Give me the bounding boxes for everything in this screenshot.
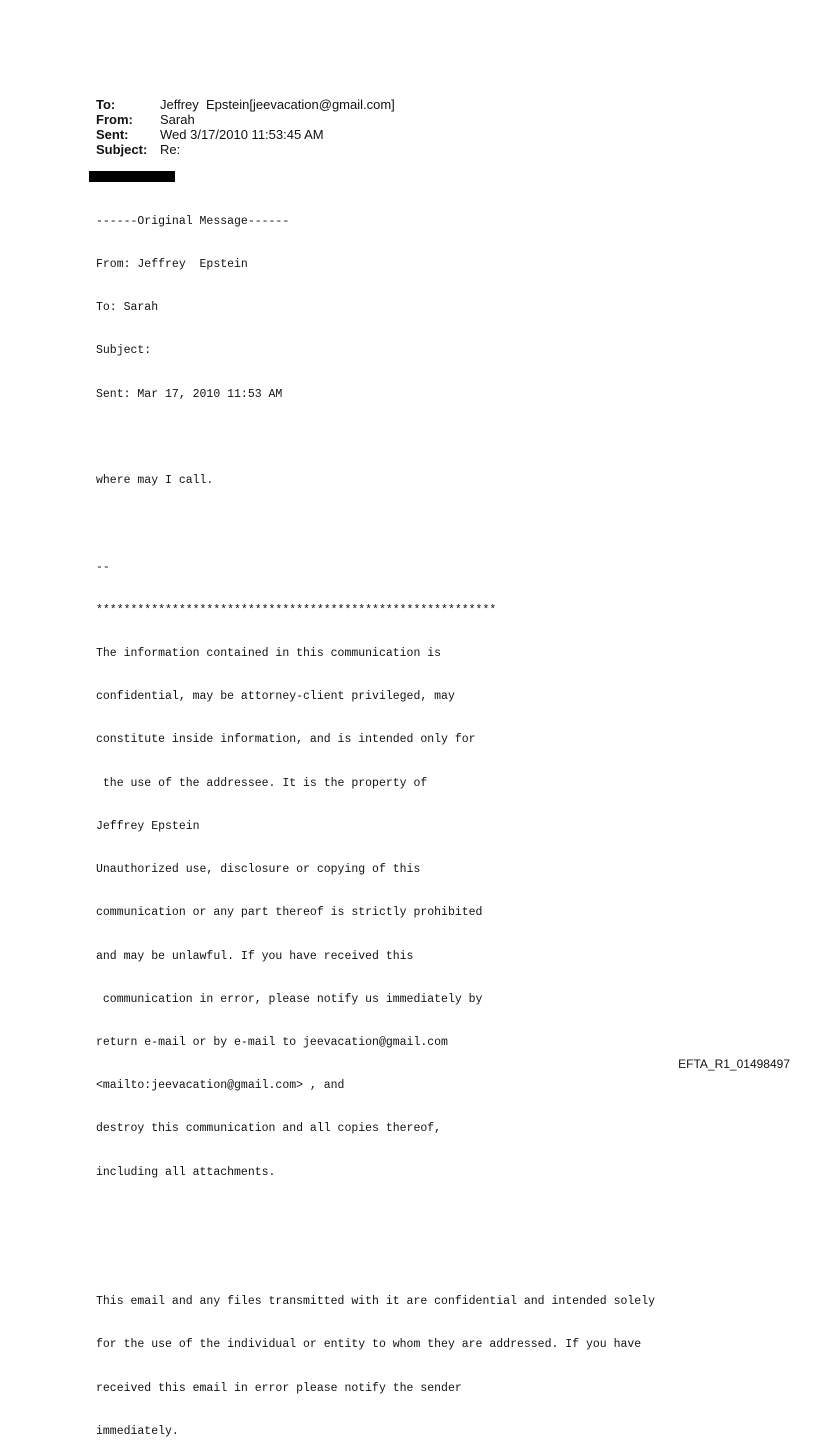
subject-value: Re: — [160, 142, 181, 157]
original-from: From: Jeffrey Epstein — [96, 258, 248, 272]
confidentiality-line: received this email in error please notify the sender — [96, 1381, 462, 1395]
disclaimer-line: the use of the addressee. It is the property of — [96, 776, 428, 790]
document-id: EFTA_R1_01498497 — [678, 1057, 790, 1071]
spacer — [96, 1252, 655, 1266]
disclaimer-line: including all attachments. — [96, 1165, 276, 1179]
disclaimer-line: Unauthorized use, disclosure or copying of this — [96, 863, 421, 877]
confidentiality-line: immediately. — [96, 1424, 179, 1438]
spacer — [96, 431, 655, 445]
star-divider: ********************************************************** — [96, 603, 497, 617]
original-message — [96, 186, 655, 1454]
subject-row — [96, 142, 395, 157]
original-subject: Subject: — [96, 344, 152, 358]
disclaimer-line: Jeffrey Epstein — [96, 819, 200, 833]
message-body: where may I call. — [96, 474, 214, 488]
confidentiality-line: This email and any files transmitted with it are confidential and intended solely — [96, 1295, 655, 1309]
from-row — [96, 112, 395, 127]
redaction-block — [89, 171, 175, 182]
subject-label: Subject: — [96, 142, 148, 157]
signature-dashes: -- — [96, 560, 110, 574]
to-value: Jeffrey Epstein[jeevacation@gmail.com] — [160, 97, 395, 112]
confidentiality-line: for the use of the individual or entity to whom they are addressed. If you have — [96, 1338, 642, 1352]
spacer — [96, 1209, 655, 1223]
email-header — [96, 97, 395, 157]
disclaimer-line: confidential, may be attorney-client privileged, may — [96, 690, 455, 704]
disclaimer-line: The information contained in this communication is — [96, 646, 442, 660]
disclaimer-line: <mailto:jeevacation@gmail.com> , and — [96, 1079, 345, 1093]
disclaimer-line: destroy this communication and all copies thereof, — [96, 1122, 442, 1136]
from-value: Sarah — [160, 112, 195, 127]
to-label: To: — [96, 97, 116, 112]
original-message-divider: ------Original Message------ — [96, 214, 290, 228]
disclaimer-line: communication in error, please notify us immediately by — [96, 992, 483, 1006]
disclaimer-line: return e-mail or by e-mail to jeevacation@gmail.com — [96, 1035, 448, 1049]
sent-row — [96, 127, 395, 142]
original-to: To: Sarah — [96, 301, 159, 315]
disclaimer-line: communication or any part thereof is strictly prohibited — [96, 906, 483, 920]
to-row — [96, 97, 395, 112]
original-sent: Sent: Mar 17, 2010 11:53 AM — [96, 387, 283, 401]
sent-label: Sent: — [96, 127, 129, 142]
sent-value: Wed 3/17/2010 11:53:45 AM — [160, 127, 324, 142]
disclaimer-line: and may be unlawful. If you have received this — [96, 949, 414, 963]
from-label: From: — [96, 112, 133, 127]
spacer — [96, 517, 655, 531]
disclaimer-line: constitute inside information, and is intended only for — [96, 733, 476, 747]
